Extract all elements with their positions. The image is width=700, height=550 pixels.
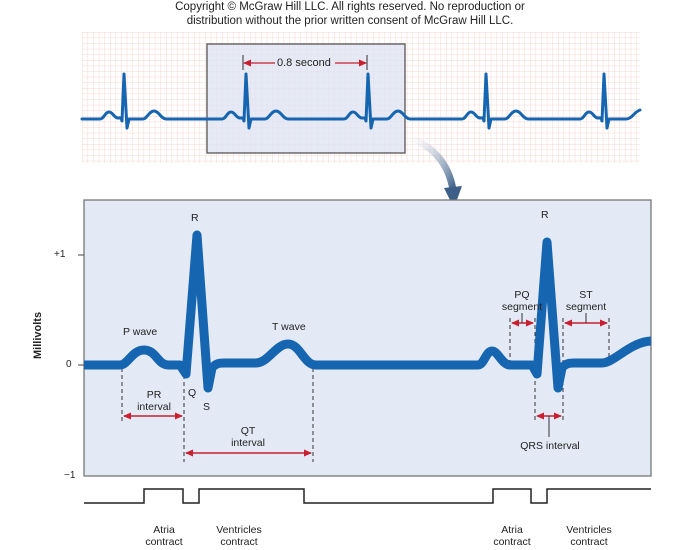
ventricles-contract-1-line1: Ventricles: [216, 524, 262, 536]
atria-contract-label-1: [138, 524, 190, 548]
atria-contract-1-line2: contract: [145, 536, 183, 548]
ventricles-contract-label-2: [558, 524, 620, 548]
pr-interval-line2: interval: [137, 401, 171, 413]
y-tick-zero: 0: [66, 359, 72, 370]
copyright-line-1: Copyright © McGraw Hill LLC. All rights reserved. No reproduction or: [175, 1, 525, 13]
ecg-main-panel: [78, 200, 651, 476]
r-label-1: R: [191, 212, 199, 224]
ventricles-contract-label-1: [208, 524, 270, 548]
y-tick-plus1: +1: [54, 249, 66, 260]
p-wave-label: P wave: [123, 326, 158, 338]
y-tick-minus1: −1: [64, 470, 76, 481]
copyright-line-2: distribution without the prior written consent of McGraw Hill LLC.: [186, 15, 514, 27]
q-label: Q: [188, 387, 197, 399]
pq-segment-line2: segment: [501, 301, 543, 313]
rr-interval-label: 0.8 second: [277, 57, 331, 69]
qrs-interval-label: QRS interval: [520, 440, 580, 452]
s-label: S: [203, 401, 211, 413]
pq-segment-line1: PQ: [514, 289, 530, 301]
st-segment-line2: segment: [565, 301, 607, 313]
ventricles-contract-2-line2: contract: [570, 536, 608, 548]
r-label-2: R: [541, 209, 549, 221]
pr-interval-label: [128, 389, 180, 413]
ventricles-contract-2-line1: Ventricles: [566, 524, 612, 536]
st-segment-label: [561, 289, 611, 313]
atria-contract-1-line1: Atria: [153, 524, 175, 536]
st-segment-line1: ST: [579, 289, 593, 301]
atria-contract-2-line1: Atria: [501, 524, 523, 536]
atria-contract-2-line2: contract: [493, 536, 531, 548]
pq-segment-label: [498, 289, 546, 313]
ecg-strip: [82, 32, 640, 163]
t-wave-label: T wave: [272, 321, 306, 333]
y-axis-title: Millivolts: [32, 311, 44, 359]
ventricles-contract-1-line2: contract: [220, 536, 258, 548]
qt-interval-line2: interval: [231, 437, 265, 449]
pr-interval-line1: PR: [146, 389, 162, 401]
contraction-timing-line: [84, 489, 651, 503]
qt-interval-label: [222, 425, 274, 449]
qt-interval-line1: QT: [240, 425, 256, 437]
atria-contract-label-2: [486, 524, 538, 548]
